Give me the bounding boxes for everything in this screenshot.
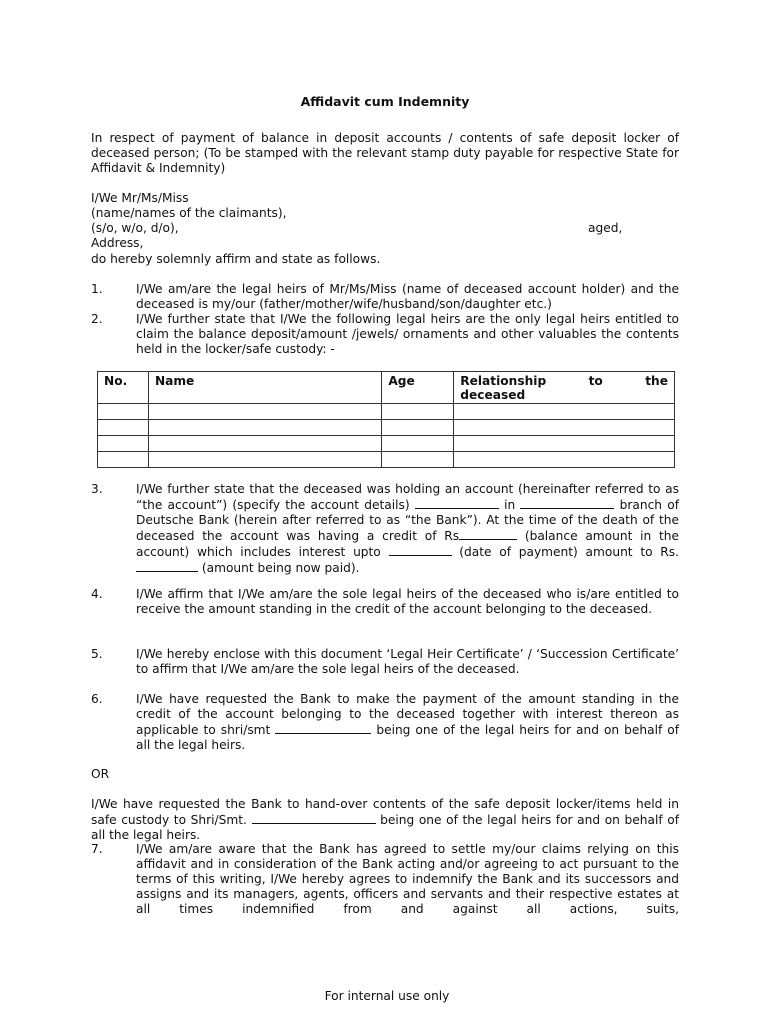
item-3-part-d: of Deutsche Bank (herein after referred to as “the Bank”). At the time of the death of the deceased the account was having a credit of Rs <box>136 498 679 543</box>
table-cell[interactable] <box>454 436 675 452</box>
item-3-part-g: (amount being now paid). <box>201 561 360 575</box>
interest-date-blank[interactable] <box>389 544 452 556</box>
item-3-text <box>136 482 679 576</box>
table-row <box>98 404 675 420</box>
payee-name-blank[interactable] <box>275 722 371 734</box>
item-1-text: I/We am/are the legal heirs of Mr/Ms/Miss (name of deceased account holder) and the deceased is my/our (father/mother/wife/husband/son/daughter etc.) <box>136 282 679 311</box>
item-number: 7. <box>91 842 103 856</box>
item-number: 1. <box>91 282 103 296</box>
column-header-name: Name <box>148 372 381 404</box>
or-separator: OR <box>91 767 110 781</box>
item-5-text: I/We hereby enclose with this document ‘Legal Heir Certificate’ / ‘Succession Certificate’ to affirm that I/We am/are the sole legal heirs of the deceased. <box>136 647 679 676</box>
item-3-part-f: (date of payment) amount to Rs. <box>459 545 679 559</box>
table-cell[interactable] <box>148 420 381 436</box>
alternate-part-b: being one of the legal heirs for and on behalf of all the legal heirs. <box>91 813 679 842</box>
item-number: 3. <box>91 482 103 496</box>
credit-amount-blank[interactable] <box>459 528 517 540</box>
item-6-text <box>136 692 679 753</box>
account-details-blank[interactable] <box>415 497 499 509</box>
item-3-part-e: (balance amount in the account) which includes interest upto <box>136 529 679 559</box>
alternate-clause <box>91 797 679 843</box>
table-cell[interactable] <box>148 404 381 420</box>
document-title: Affidavit cum Indemnity <box>300 94 470 109</box>
claimant-line-5: do hereby solemnly affirm and state as follows. <box>91 252 381 266</box>
table-row <box>98 436 675 452</box>
table-cell[interactable] <box>454 404 675 420</box>
item-number: 2. <box>91 312 103 326</box>
column-header-no: No. <box>98 372 149 404</box>
amount-paid-blank[interactable] <box>136 560 198 572</box>
locker-recipient-blank[interactable] <box>252 812 376 824</box>
table-cell[interactable] <box>454 420 675 436</box>
footer-note: For internal use only <box>324 989 450 1003</box>
claimant-line-2: (name/names of the claimants), <box>91 206 287 220</box>
table-cell[interactable] <box>98 436 149 452</box>
table-cell[interactable] <box>148 452 381 468</box>
item-number: 5. <box>91 647 103 661</box>
claimant-line-4: Address, <box>91 236 144 250</box>
table-cell[interactable] <box>382 404 454 420</box>
alternate-part-a: I/We have requested the Bank to hand-over contents of the safe deposit locker/items held in safe custody to Shri/Smt. <box>91 797 679 827</box>
branch-blank[interactable] <box>520 497 614 509</box>
item-number: 4. <box>91 587 103 601</box>
the-word: the <box>645 374 668 388</box>
table-cell[interactable] <box>382 420 454 436</box>
claimant-line-3-left: (s/o, w/o, d/o), <box>91 221 179 235</box>
table-row <box>98 420 675 436</box>
table-cell[interactable] <box>454 452 675 468</box>
intro-paragraph: In respect of payment of balance in deposit accounts / contents of safe deposit locker of deceased person; (To be stamped with the relevant stamp duty payable for respective State for Affidavit & Indemnity) <box>91 131 679 175</box>
legal-heirs-table <box>97 371 675 468</box>
item-2-text: I/We further state that I/We the following legal heirs are the only legal heirs entitled to claim the balance deposit/amount /jewels/ ornaments and other valuables the contents held in the locker/safe custody: - <box>136 312 679 356</box>
item-6-part-b: being one of the legal heirs for and on behalf of all the legal heirs. <box>136 723 679 752</box>
table-cell[interactable] <box>98 452 149 468</box>
relationship-word: Relationship <box>460 374 547 388</box>
item-4-text: I/We affirm that I/We am/are the sole legal heirs of the deceased who is/are entitled to receive the amount standing in the credit of the account belonging to the deceased. <box>136 587 679 616</box>
item-6-part-a: I/We have requested the Bank to make the payment of the amount standing in the credit of the account belonging to the deceased together with interest thereon as applicable to shri/smt <box>136 692 679 737</box>
item-number: 6. <box>91 692 103 706</box>
item-3-part-a: I/We further state that the deceased was holding an account (hereinafter referred to as “the account”) (specify the account details) <box>136 482 679 512</box>
item-3-part-b: in <box>504 498 516 512</box>
item-7-text: I/We am/are aware that the Bank has agreed to settle my/our claims relying on this affidavit and in consideration of the Bank acting and/or agreeing to act pursuant to the terms of this writing, I/We hereby agrees to indemnify the Bank and its successors and assigns and its managers, agents, officers and servants and their respective estates at all times indemnified from and against all actions, suits, <box>136 842 679 916</box>
deceased-word: deceased <box>460 388 526 402</box>
table-row <box>98 452 675 468</box>
table-cell[interactable] <box>382 452 454 468</box>
table-cell[interactable] <box>98 420 149 436</box>
item-3-part-c: branch <box>619 498 663 512</box>
table-cell[interactable] <box>148 436 381 452</box>
table-cell[interactable] <box>382 436 454 452</box>
to-word: to <box>588 374 603 388</box>
claimant-line-1: I/We Mr/Ms/Miss <box>91 191 189 205</box>
claimant-line-3-right: aged, <box>588 221 623 235</box>
column-header-relationship <box>454 372 675 404</box>
table-cell[interactable] <box>98 404 149 420</box>
column-header-age: Age <box>382 372 454 404</box>
